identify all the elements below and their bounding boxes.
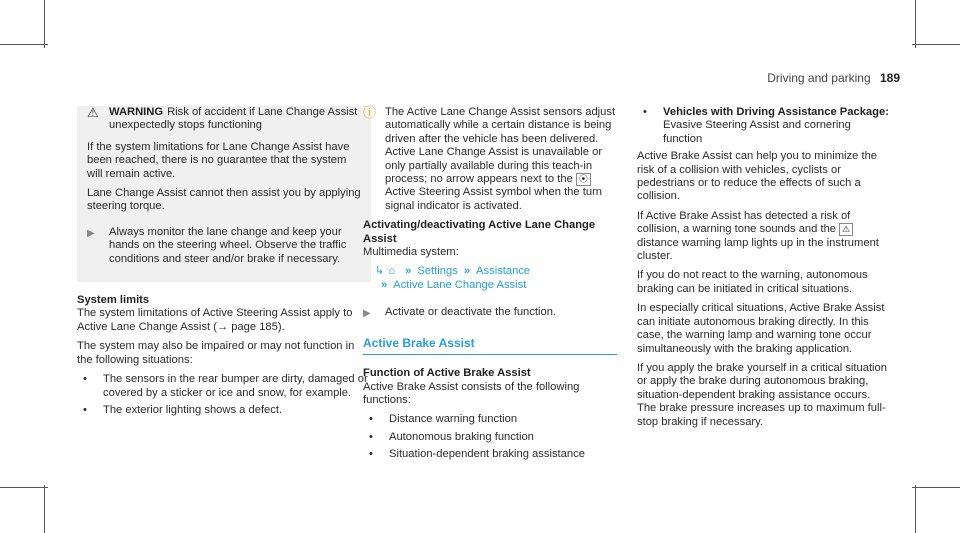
distance-warning-icon: ⚠ (839, 223, 853, 236)
path-alca: Active Lane Change Assist (393, 278, 527, 291)
paragraph: In especially critical situations, Active Brake Assist can initiate autonomous braking directly. In this case, the warning lamp and warning tone occur simultaneously with the braking application. (637, 302, 885, 355)
crop-mark (0, 487, 48, 488)
play-arrow-icon: ▶ (363, 308, 371, 320)
list-item: • Autonomous braking function (369, 430, 534, 443)
crop-mark (44, 485, 45, 533)
crop-mark (0, 44, 48, 45)
list-item: • The sensors in the rear bumper are dirty, damaged or covered by a sticker or ice and snow, for example. (83, 373, 368, 399)
warning-label: WARNING (109, 106, 164, 118)
limits-paragraph: The system limitations of Active Steering Assist apply to Active Lane Change Assist (→ page 185). (77, 307, 353, 333)
warning-paragraph: If the system limitations for Lane Change Assist have been reached, there is no guarantee that the system will remain active. (87, 140, 350, 180)
column-1 (77, 106, 371, 421)
chevron-icon: » (405, 265, 412, 278)
info-note: ⓘ The Active Lane Change Assist sensors adjust automatically while a certain distance is being driven after the vehicle has been delivered. Active Lane Change Assist is unavailable or only partially available during this teach-in process; no arrow appears next to the ⦿Active Steering Assist symbol when the turn signal indicator is activated. (363, 106, 619, 219)
chevron-icon: » (381, 278, 388, 291)
steering-assist-symbol: ⦿ (576, 173, 591, 186)
warning-paragraph: Lane Change Assist cannot then assist you by applying steering torque. (87, 187, 361, 213)
home-icon: ⌂ (388, 265, 396, 278)
function-heading: Function of Active Brake Assist (363, 367, 531, 380)
paragraph: If you apply the brake yourself in a critical situation or apply the brake during autonomous braking, situation-dependent braking assistance occurs. The brake pressure increases up to maximum full-stop braking if necessary. (637, 361, 887, 428)
warning-note-text: Always monitor the lane change and keep your hands on the steering wheel. Observe the traffic conditions and steer and/or brake if necessary. (109, 225, 347, 265)
paragraph: If you do not react to the warning, autonomous braking can be initiated in critical situations. (637, 269, 868, 295)
section-name: Driving and parking (767, 71, 871, 85)
warning-box (77, 106, 371, 282)
section-title: Active Brake Assist (363, 337, 617, 355)
crop-mark (915, 0, 916, 48)
page-number: 189 (879, 71, 900, 85)
warning-icon: ⚠ (87, 105, 99, 120)
crop-mark (912, 487, 960, 488)
page-header (767, 72, 900, 85)
path-arrow-icon: ↳ (375, 265, 385, 278)
warning-title: Risk of accident if Lane Change Assist unexpectedly stops functioning (109, 106, 358, 132)
activating-heading: Activating/deactivating Active Lane Change Assist (363, 219, 596, 245)
list-item: • The exterior lighting shows a defect. (83, 403, 283, 416)
step (363, 298, 619, 320)
list-item: • Situation-dependent braking assistance (369, 448, 585, 461)
crop-mark (44, 0, 45, 48)
path-assistance: Assistance (476, 265, 531, 278)
menu-path (375, 265, 619, 292)
paragraph: Active Brake Assist can help you to minimize the risk of a collision with vehicles, cyclists or pedestrians or to reduce the effects of such a collision. (637, 150, 878, 203)
path-settings: Settings (417, 265, 458, 278)
multimedia-label: Multimedia system: (363, 246, 459, 259)
column-2 (363, 106, 619, 466)
function-paragraph: Active Brake Assist consists of the following functions: (363, 380, 580, 406)
crop-mark (912, 44, 960, 45)
column-3: • Vehicles with Driving Assistance Package: Evasive Steering Assist and cornering function Active Brake Assist can help you to minimize the risk of a collision with vehicles, cyclists or pedestrians or to reduce the effects of such a collision. If Active Brake Assist has detected a risk of collision, a warning tone sounds and the ⚠distance warning lamp lights up in the instrument cluster. If you do not react to the warning, autonomous braking can be initiated in critical situations. In especially critical situations, Active Brake Assist can initiate autonomous braking directly. In this case, the warning lamp and warning tone occur simultaneously with the braking application. If you apply the brake yourself in a critical situation or apply the brake during autonomous braking, situation-dependent braking assistance occurs. The brake pressure increases up to maximum full-stop braking if necessary. (637, 106, 889, 428)
info-icon: ⓘ (363, 105, 377, 120)
list-item: • Distance warning function (369, 413, 518, 426)
chevron-icon: » (463, 265, 471, 278)
crop-mark (915, 485, 916, 533)
list-item: • Vehicles with Driving Assistance Package: Evasive Steering Assist and cornering function (643, 106, 889, 145)
step-text: Activate or deactivate the function. (385, 306, 557, 319)
warning-note (77, 220, 371, 276)
warning-header (77, 106, 371, 141)
impair-paragraph: The system may also be impaired or may not function in the following situations: (77, 340, 355, 366)
play-arrow-icon: ▶ (87, 227, 95, 239)
system-limits-heading: System limits (77, 294, 150, 307)
